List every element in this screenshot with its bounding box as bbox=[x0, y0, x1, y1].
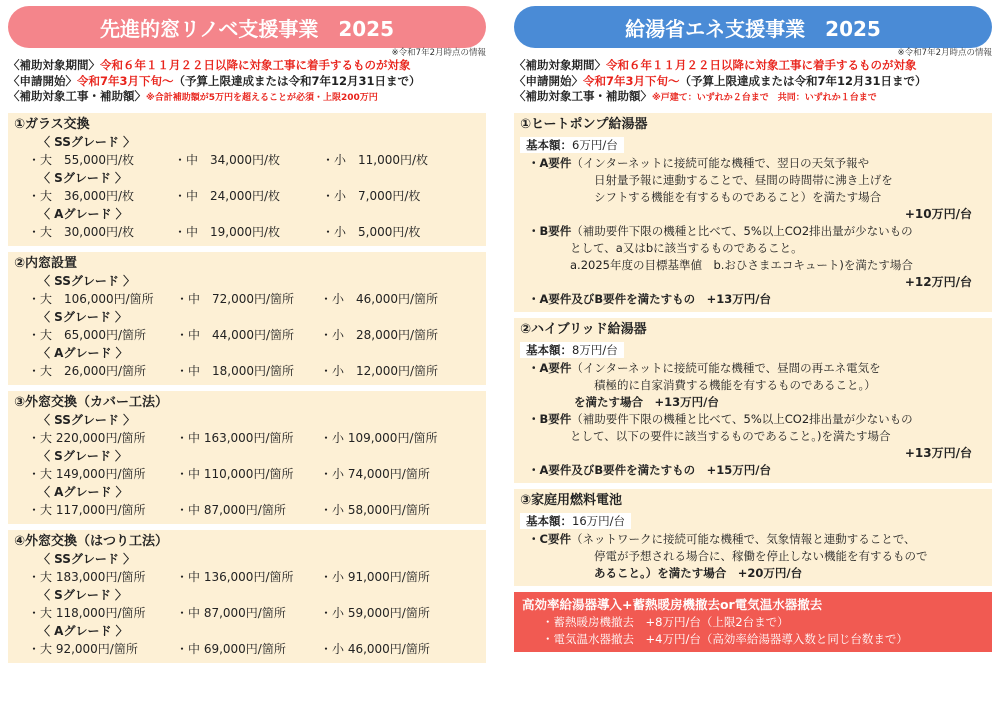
requirement-b: ・B要件（補助要件下限の機種と比べて、5%以上CO2排出量が少ないもの bbox=[528, 223, 913, 238]
requirement-text: 日射量予報に連動することで、昼間の時間帯に沸き上げを bbox=[594, 172, 893, 187]
card-title: ①ヒートポンプ給湯器 bbox=[520, 116, 648, 132]
card-title: ②ハイブリッド給湯器 bbox=[520, 321, 647, 337]
price-row: ・大 65,000円/箇所 ・中 44,000円/箇所 ・小 28,000円/箇所 bbox=[28, 327, 439, 342]
grade-label: 〈 Aグレード 〉 bbox=[38, 484, 128, 499]
grade-label: 〈 SSグレード 〉 bbox=[38, 551, 136, 566]
period-line: 〈補助対象期間〉令和６年１１月２２日以降に対象工事に着手するものが対象 bbox=[514, 58, 917, 72]
price-row: ・大 92,000円/箇所 ・中 69,000円/箇所 ・小 46,000円/箇所 bbox=[28, 641, 430, 656]
info-date-note: ※令和7年2月時点の情報 bbox=[897, 48, 992, 58]
price-row: ・大 220,000円/箇所 ・中 163,000円/箇所 ・小 109,000円/箇所 bbox=[28, 430, 438, 445]
price-row: ・大 30,000円/枚 ・中 19,000円/枚 ・小 5,000円/枚 bbox=[28, 224, 421, 239]
water-heater-column bbox=[514, 0, 992, 652]
cover-method-card bbox=[8, 391, 486, 524]
requirement-b: ・B要件（補助要件下限の機種と比べて、5%以上CO2排出量が少ないもの bbox=[528, 411, 913, 426]
requirement-text: として、a又はbに該当するものであること。 bbox=[570, 240, 803, 255]
requirement-text: として、以下の要件に該当するものであること。)を満たす場合 bbox=[570, 428, 891, 443]
requirement-ab: ・A要件及びB要件を満たすもの +13万円/台 bbox=[528, 291, 772, 306]
hatsuri-method-card bbox=[8, 530, 486, 663]
requirement-amount: +12万円/台 bbox=[904, 274, 972, 289]
base-amount: 基本額：8万円/台 bbox=[520, 342, 624, 358]
removal-bonus-box bbox=[514, 592, 992, 652]
card-title: ④外窓交換（はつり工法） bbox=[14, 533, 169, 549]
price-row: ・大 36,000円/枚 ・中 24,000円/枚 ・小 7,000円/枚 bbox=[28, 188, 421, 203]
grade-label: 〈 SSグレード 〉 bbox=[38, 273, 136, 288]
grade-label: 〈 SSグレード 〉 bbox=[38, 412, 136, 427]
card-title: ②内窓設置 bbox=[14, 255, 78, 271]
grade-label: 〈 Aグレード 〉 bbox=[38, 345, 128, 360]
requirement-amount: +13万円/台 bbox=[904, 445, 972, 460]
requirement-amount: +10万円/台 bbox=[904, 206, 972, 221]
grade-label: 〈 Sグレード 〉 bbox=[38, 170, 127, 185]
grade-label: 〈 Sグレード 〉 bbox=[38, 587, 127, 602]
period-line: 〈補助対象期間〉令和６年１１月２２日以降に対象工事に着手するものが対象 bbox=[8, 58, 411, 72]
removal-title: 高効率給湯器導入+蓄熱暖房機撤去or電気温水器撤去 bbox=[522, 596, 823, 612]
card-title: ③家庭用燃料電池 bbox=[520, 492, 623, 508]
removal-line: ・蓄熱暖房機撤去 +8万円/台（上限2台まで） bbox=[542, 614, 789, 629]
works-line: 〈補助対象工事・補助額〉※戸建て：いずれか２台まで 共同：いずれか１台まで bbox=[514, 89, 877, 103]
card-title: ③外窓交換（カバー工法） bbox=[14, 394, 169, 410]
requirement-text: 停電が予想される場合に、稼働を停止しない機能を有するもので bbox=[594, 548, 928, 563]
requirement-a: ・A要件（インターネットに接続可能な機種で、昼間の再エネ電気を bbox=[528, 360, 881, 375]
requirement-text: シフトする機能を有するものであること）を満たす場合 bbox=[594, 189, 882, 204]
info-date-note: ※令和7年2月時点の情報 bbox=[391, 48, 486, 58]
grade-label: 〈 Aグレード 〉 bbox=[38, 206, 128, 221]
grade-label: 〈 SSグレード 〉 bbox=[38, 134, 136, 149]
fuelcell-card bbox=[514, 489, 992, 586]
price-row: ・大 149,000円/箇所 ・中 110,000円/箇所 ・小 74,000円/箇所 bbox=[28, 466, 430, 481]
apply-line: 〈申請開始〉令和7年3月下旬〜（予算上限達成または令和7年12月31日まで） bbox=[8, 73, 421, 88]
inner-window-card bbox=[8, 252, 486, 385]
requirement-ab: ・A要件及びB要件を満たすもの +15万円/台 bbox=[528, 462, 772, 477]
price-row: ・大 55,000円/枚 ・中 34,000円/枚 ・小 11,000円/枚 bbox=[28, 152, 429, 167]
works-line: 〈補助対象工事・補助額〉※合計補助額が5万円を超えることが必須・上限200万円 bbox=[8, 89, 378, 103]
price-row: ・大 183,000円/箇所 ・中 136,000円/箇所 ・小 91,000円/箇所 bbox=[28, 569, 430, 584]
price-row: ・大 117,000円/箇所 ・中 87,000円/箇所 ・小 58,000円/箇所 bbox=[28, 502, 430, 517]
base-amount: 基本額：16万円/台 bbox=[520, 513, 631, 529]
apply-line: 〈申請開始〉令和7年3月下旬〜（予算上限達成または令和7年12月31日まで） bbox=[514, 73, 927, 88]
heatpump-card bbox=[514, 113, 992, 312]
card-title: ①ガラス交換 bbox=[14, 116, 90, 132]
requirement-a: ・A要件（インターネットに接続可能な機種で、翌日の天気予報や bbox=[528, 155, 870, 170]
glass-exchange-card bbox=[8, 113, 486, 246]
price-row: ・大 118,000円/箇所 ・中 87,000円/箇所 ・小 59,000円/箇所 bbox=[28, 605, 430, 620]
price-row: ・大 26,000円/箇所 ・中 18,000円/箇所 ・小 12,000円/箇所 bbox=[28, 363, 439, 378]
price-row: ・大 106,000円/箇所 ・中 72,000円/箇所 ・小 46,000円/箇所 bbox=[28, 291, 439, 306]
grade-label: 〈 Sグレード 〉 bbox=[38, 448, 127, 463]
grade-label: 〈 Aグレード 〉 bbox=[38, 623, 128, 638]
hybrid-card bbox=[514, 318, 992, 483]
requirement-text: あること。）を満たす場合 +20万円/台 bbox=[594, 565, 803, 580]
window-renovation-title: 先進的窓リノベ支援事業 2025 bbox=[8, 6, 486, 48]
requirement-c: ・C要件（ネットワークに接続可能な機種で、気象情報と連動することで、 bbox=[528, 531, 916, 546]
requirement-text: a.2025年度の目標基準値 b.おひさまエコキュート)を満たす場合 bbox=[570, 257, 913, 272]
removal-line: ・電気温水器撤去 +4万円/台（高効率給湯器導入数と同じ台数まで） bbox=[542, 631, 908, 646]
base-amount: 基本額：6万円/台 bbox=[520, 137, 624, 153]
requirement-text: 積極的に自家消費する機能を有するものであること。） bbox=[594, 377, 876, 392]
requirement-text: を満たす場合 +13万円/台 bbox=[574, 394, 719, 409]
window-renovation-column bbox=[8, 0, 486, 663]
water-heater-title: 給湯省エネ支援事業 2025 bbox=[514, 6, 992, 48]
grade-label: 〈 Sグレード 〉 bbox=[38, 309, 127, 324]
